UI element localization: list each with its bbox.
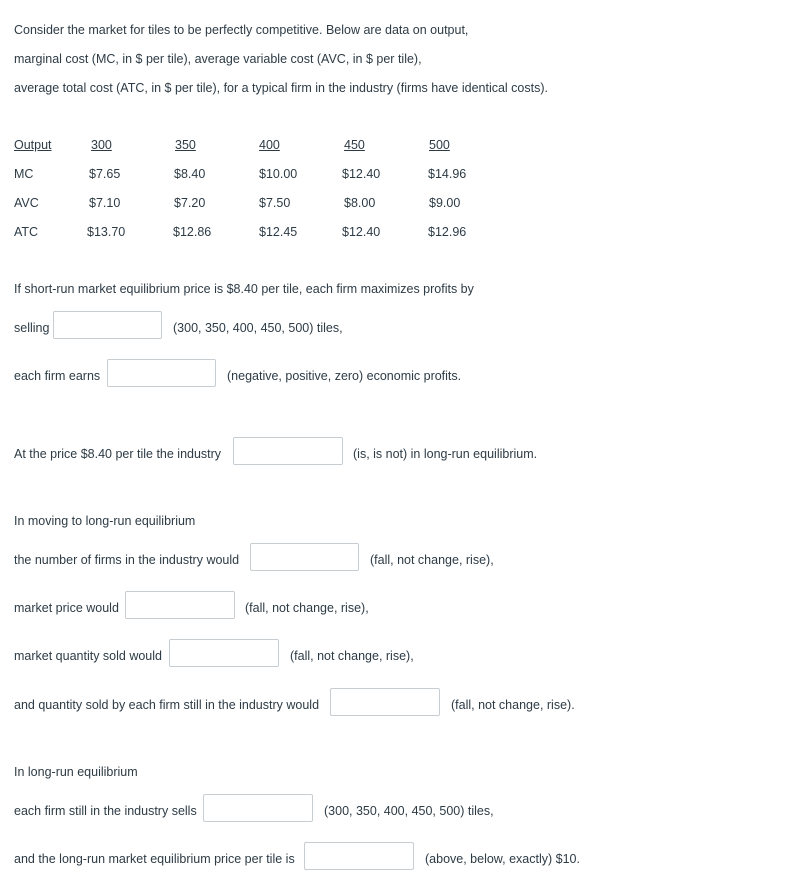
- table-cell: $12.86: [173, 225, 212, 239]
- question-options: (fall, not change, rise),: [370, 553, 494, 567]
- firm-quantity-input[interactable]: [330, 688, 440, 716]
- table-header-cell: 300: [91, 138, 112, 152]
- table-cell: $13.70: [87, 225, 126, 239]
- table-row-label-atc: ATC: [14, 225, 39, 239]
- question-prefix: market quantity sold would: [14, 649, 162, 663]
- question-text: If short-run market equilibrium price is $8.40 per tile, each firm maximizes profits by: [14, 282, 474, 296]
- table-cell: $7.10: [89, 196, 121, 210]
- table-header-cell: 400: [259, 138, 280, 152]
- question-prefix: At the price $8.40 per tile the industry: [14, 447, 222, 461]
- long-run-tiles-input[interactable]: [203, 794, 313, 822]
- table-header-cell: 500: [429, 138, 450, 152]
- question-options: (fall, not change, rise),: [290, 649, 414, 663]
- table-cell: $7.50: [259, 196, 291, 210]
- table-cell: $10.00: [259, 167, 298, 181]
- table-header-cell: 450: [344, 138, 365, 152]
- question-prefix: each firm earns: [14, 369, 101, 383]
- question-options: (above, below, exactly) $10.: [425, 852, 580, 866]
- question-options: (is, is not) in long-run equilibrium.: [353, 447, 538, 461]
- question-prefix: selling: [14, 321, 50, 335]
- section-title: In long-run equilibrium: [14, 765, 138, 779]
- intro-line-1: Consider the market for tiles to be perfectly competitive. Below are data on output,: [14, 23, 469, 37]
- intro-line-3: average total cost (ATC, in $ per tile), for a typical firm in the industry (firms have identical costs).: [14, 81, 548, 95]
- long-run-equilibrium-input[interactable]: [233, 437, 343, 465]
- table-cell: $7.20: [174, 196, 206, 210]
- table-row-label-avc: AVC: [14, 196, 39, 210]
- question-options: (300, 350, 400, 450, 500) tiles,: [173, 321, 343, 335]
- tiles-sold-input[interactable]: [53, 311, 162, 339]
- market-quantity-input[interactable]: [169, 639, 279, 667]
- long-run-price-input[interactable]: [304, 842, 414, 870]
- question-prefix: market price would: [14, 601, 119, 615]
- intro-line-2: marginal cost (MC, in $ per tile), average variable cost (AVC, in $ per tile),: [14, 52, 422, 66]
- question-prefix: and the long-run market equilibrium price per tile is: [14, 852, 295, 866]
- section-title: In moving to long-run equilibrium: [14, 514, 196, 528]
- table-cell: $8.40: [174, 167, 206, 181]
- table-cell: $12.40: [342, 167, 381, 181]
- table-cell: $12.45: [259, 225, 298, 239]
- table-cell: $12.40: [342, 225, 381, 239]
- table-cell: $8.00: [344, 196, 376, 210]
- market-price-input[interactable]: [125, 591, 235, 619]
- table-header-output: Output: [14, 138, 52, 152]
- question-prefix: and quantity sold by each firm still in the industry would: [14, 698, 320, 712]
- question-options: (300, 350, 400, 450, 500) tiles,: [324, 804, 494, 818]
- question-options: (negative, positive, zero) economic profits.: [227, 369, 462, 383]
- table-cell: $12.96: [428, 225, 467, 239]
- table-header-cell: 350: [175, 138, 196, 152]
- question-options: (fall, not change, rise),: [245, 601, 369, 615]
- table-cell: $7.65: [89, 167, 121, 181]
- question-options: (fall, not change, rise).: [451, 698, 575, 712]
- table-row-label-mc: MC: [14, 167, 34, 181]
- table-cell: $9.00: [429, 196, 461, 210]
- question-prefix: each firm still in the industry sells: [14, 804, 197, 818]
- table-cell: $14.96: [428, 167, 467, 181]
- economic-profit-input[interactable]: [107, 359, 216, 387]
- question-prefix: the number of firms in the industry would: [14, 553, 240, 567]
- number-of-firms-input[interactable]: [250, 543, 359, 571]
